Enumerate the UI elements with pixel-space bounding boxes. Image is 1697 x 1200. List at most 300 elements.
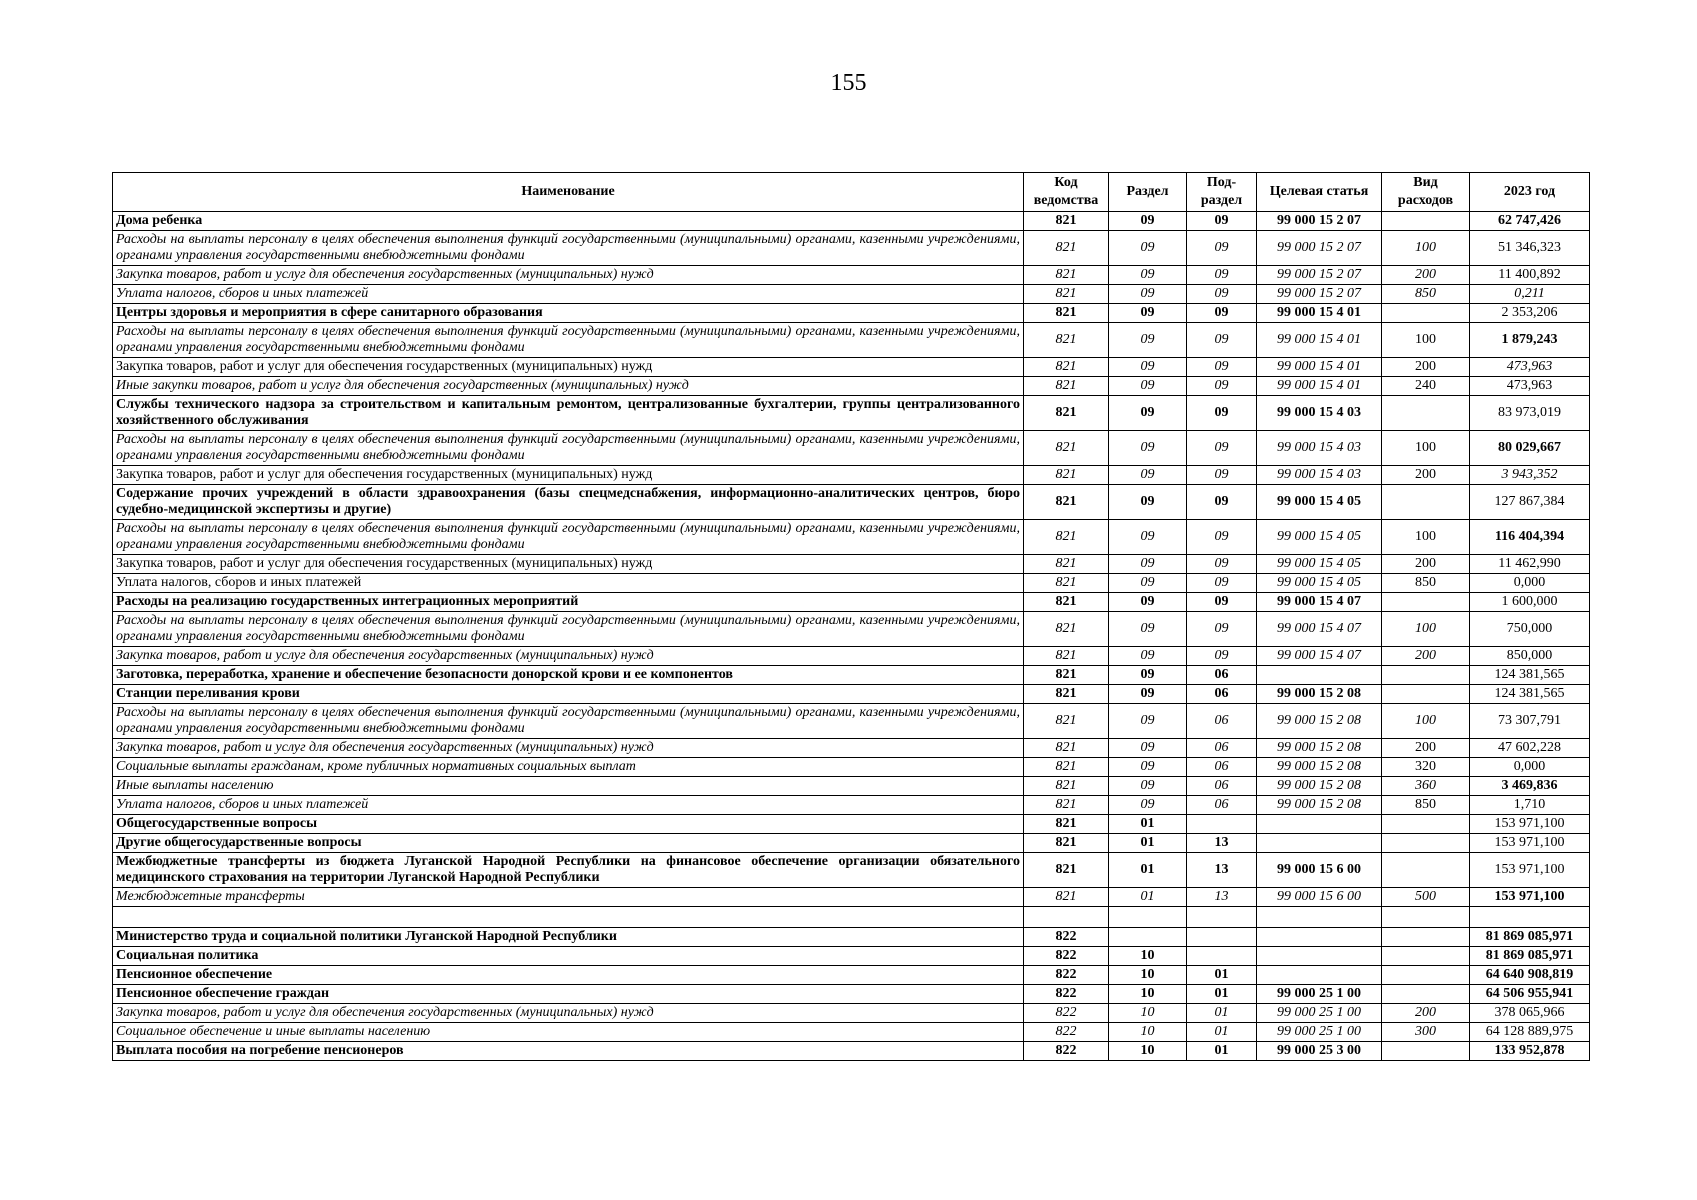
cell-amount: 11 400,892 [1470,266,1590,285]
cell-subsection: 06 [1187,796,1257,815]
header-type: Вид расходов [1382,173,1470,212]
cell-name: Уплата налогов, сборов и иных платежей [113,796,1024,815]
cell-amount: 64 640 908,819 [1470,966,1590,985]
cell-subsection: 06 [1187,777,1257,796]
cell-section: 09 [1109,796,1187,815]
cell-type [1382,907,1470,928]
cell-section [1109,928,1187,947]
cell-amount: 850,000 [1470,647,1590,666]
cell-section: 09 [1109,739,1187,758]
cell-type: 300 [1382,1023,1470,1042]
cell-code: 822 [1024,1004,1109,1023]
table-row [113,1004,1590,1023]
table-row [113,266,1590,285]
cell-code: 821 [1024,466,1109,485]
cell-section: 09 [1109,431,1187,466]
cell-amount: 64 128 889,975 [1470,1023,1590,1042]
cell-name: Уплата налогов, сборов и иных платежей [113,574,1024,593]
cell-target: 99 000 15 2 08 [1257,796,1382,815]
cell-type [1382,1042,1470,1061]
table-row [113,907,1590,928]
cell-section: 09 [1109,358,1187,377]
cell-name: Центры здоровья и мероприятия в сфере санитарного образования [113,304,1024,323]
cell-type: 200 [1382,555,1470,574]
cell-amount: 153 971,100 [1470,815,1590,834]
cell-name: Расходы на выплаты персоналу в целях обеспечения выполнения функций государственными (муниципальными) органами, казенными учреждениями, органами управления государственными внебюджетными фондами [113,520,1024,555]
cell-type [1382,985,1470,1004]
cell-subsection: 13 [1187,888,1257,907]
cell-amount: 116 404,394 [1470,520,1590,555]
cell-amount: 153 971,100 [1470,853,1590,888]
cell-amount: 127 867,384 [1470,485,1590,520]
cell-section: 09 [1109,212,1187,231]
cell-subsection: 09 [1187,304,1257,323]
cell-section: 01 [1109,888,1187,907]
cell-subsection: 01 [1187,985,1257,1004]
cell-code: 821 [1024,739,1109,758]
cell-name: Расходы на выплаты персоналу в целях обеспечения выполнения функций государственными (муниципальными) органами, казенными учреждениями, органами управления государственными внебюджетными фондами [113,323,1024,358]
cell-amount: 81 869 085,971 [1470,928,1590,947]
cell-subsection [1187,947,1257,966]
cell-code: 821 [1024,815,1109,834]
cell-section: 01 [1109,853,1187,888]
cell-target: 99 000 15 4 01 [1257,304,1382,323]
header-year: 2023 год [1470,173,1590,212]
cell-type: 200 [1382,358,1470,377]
cell-section: 09 [1109,555,1187,574]
cell-subsection: 09 [1187,555,1257,574]
table-row [113,647,1590,666]
cell-target [1257,834,1382,853]
cell-code: 821 [1024,777,1109,796]
cell-subsection: 09 [1187,520,1257,555]
cell-name: Другие общегосударственные вопросы [113,834,1024,853]
cell-code: 821 [1024,520,1109,555]
cell-target: 99 000 15 4 01 [1257,377,1382,396]
cell-section: 01 [1109,815,1187,834]
cell-amount: 378 065,966 [1470,1004,1590,1023]
table-row [113,1042,1590,1061]
cell-type: 100 [1382,612,1470,647]
cell-section: 10 [1109,985,1187,1004]
table-row [113,466,1590,485]
cell-name: Закупка товаров, работ и услуг для обеспечения государственных (муниципальных) нужд [113,739,1024,758]
cell-name: Закупка товаров, работ и услуг для обеспечения государственных (муниципальных) нужд [113,1004,1024,1023]
cell-target: 99 000 15 2 07 [1257,212,1382,231]
cell-subsection: 01 [1187,1004,1257,1023]
cell-subsection: 06 [1187,758,1257,777]
table-row [113,1023,1590,1042]
cell-type: 100 [1382,704,1470,739]
cell-name: Иные выплаты населению [113,777,1024,796]
table-row [113,985,1590,1004]
cell-section: 10 [1109,947,1187,966]
cell-target: 99 000 15 4 03 [1257,466,1382,485]
table-row [113,593,1590,612]
cell-amount: 64 506 955,941 [1470,985,1590,1004]
cell-target: 99 000 15 4 01 [1257,323,1382,358]
header-section: Раздел [1109,173,1187,212]
cell-section: 09 [1109,612,1187,647]
table-row [113,304,1590,323]
cell-section: 09 [1109,231,1187,266]
cell-name: Выплата пособия на погребение пенсионеров [113,1042,1024,1061]
cell-name: Межбюджетные трансферты из бюджета Луганской Народной Республики на финансовое обеспечение организации обязательного медицинского страхования на территории Луганской Народной Республики [113,853,1024,888]
cell-type: 360 [1382,777,1470,796]
cell-type: 320 [1382,758,1470,777]
cell-subsection: 06 [1187,739,1257,758]
table-row [113,853,1590,888]
cell-name: Закупка товаров, работ и услуг для обеспечения государственных (муниципальных) нужд [113,555,1024,574]
cell-type [1382,928,1470,947]
cell-target: 99 000 15 2 08 [1257,758,1382,777]
cell-type: 200 [1382,1004,1470,1023]
cell-subsection: 09 [1187,593,1257,612]
cell-name: Пенсионное обеспечение [113,966,1024,985]
cell-type: 200 [1382,647,1470,666]
cell-name: Социальная политика [113,947,1024,966]
cell-subsection: 09 [1187,574,1257,593]
cell-subsection [1187,815,1257,834]
cell-target [1257,947,1382,966]
page-number: 155 [830,70,867,96]
table-row [113,888,1590,907]
cell-amount: 1 600,000 [1470,593,1590,612]
cell-amount: 0,000 [1470,758,1590,777]
cell-type [1382,304,1470,323]
cell-section: 10 [1109,1042,1187,1061]
cell-subsection: 13 [1187,834,1257,853]
cell-target: 99 000 15 2 08 [1257,739,1382,758]
cell-code: 821 [1024,396,1109,431]
cell-code: 822 [1024,1042,1109,1061]
cell-amount: 2 353,206 [1470,304,1590,323]
cell-target [1257,666,1382,685]
cell-target: 99 000 15 6 00 [1257,853,1382,888]
cell-subsection: 09 [1187,612,1257,647]
cell-section: 09 [1109,323,1187,358]
cell-subsection: 01 [1187,966,1257,985]
cell-target: 99 000 15 2 08 [1257,777,1382,796]
table-row [113,777,1590,796]
cell-type: 850 [1382,574,1470,593]
cell-code: 821 [1024,555,1109,574]
cell-target [1257,815,1382,834]
cell-subsection: 09 [1187,266,1257,285]
cell-section: 09 [1109,777,1187,796]
cell-section: 10 [1109,1004,1187,1023]
table-row [113,431,1590,466]
cell-type [1382,685,1470,704]
cell-target: 99 000 15 2 07 [1257,266,1382,285]
cell-subsection: 09 [1187,485,1257,520]
cell-code [1024,907,1109,928]
cell-type [1382,834,1470,853]
cell-code: 821 [1024,593,1109,612]
cell-target: 99 000 15 4 07 [1257,647,1382,666]
cell-section: 09 [1109,396,1187,431]
cell-amount: 0,211 [1470,285,1590,304]
cell-target: 99 000 15 4 05 [1257,574,1382,593]
cell-name: Социальные выплаты гражданам, кроме публичных нормативных социальных выплат [113,758,1024,777]
table-row [113,212,1590,231]
cell-name: Расходы на реализацию государственных интеграционных мероприятий [113,593,1024,612]
cell-name: Расходы на выплаты персоналу в целях обеспечения выполнения функций государственными (муниципальными) органами, казенными учреждениями, органами управления государственными внебюджетными фондами [113,704,1024,739]
cell-type [1382,947,1470,966]
cell-amount: 133 952,878 [1470,1042,1590,1061]
cell-code: 821 [1024,485,1109,520]
cell-subsection: 06 [1187,704,1257,739]
cell-name: Заготовка, переработка, хранение и обеспечение безопасности донорской крови и ее компонентов [113,666,1024,685]
cell-code: 821 [1024,834,1109,853]
table-row [113,520,1590,555]
cell-code: 822 [1024,966,1109,985]
cell-amount: 153 971,100 [1470,888,1590,907]
header-name: Наименование [113,173,1024,212]
cell-target [1257,966,1382,985]
table-row [113,947,1590,966]
cell-subsection: 09 [1187,358,1257,377]
cell-name: Расходы на выплаты персоналу в целях обеспечения выполнения функций государственными (муниципальными) органами, казенными учреждениями, органами управления государственными внебюджетными фондами [113,231,1024,266]
cell-target [1257,907,1382,928]
cell-type [1382,815,1470,834]
cell-amount: 3 469,836 [1470,777,1590,796]
cell-section: 09 [1109,758,1187,777]
table-row [113,928,1590,947]
cell-amount: 1 879,243 [1470,323,1590,358]
cell-amount: 80 029,667 [1470,431,1590,466]
cell-target: 99 000 25 1 00 [1257,1004,1382,1023]
table-row [113,758,1590,777]
table-row [113,966,1590,985]
cell-name: Уплата налогов, сборов и иных платежей [113,285,1024,304]
cell-type: 100 [1382,231,1470,266]
cell-name: Содержание прочих учреждений в области здравоохранения (базы спецмедснабжения, информационно-аналитических центров, бюро судебно-медицинской экспертизы и другие) [113,485,1024,520]
cell-type: 100 [1382,520,1470,555]
cell-code: 821 [1024,431,1109,466]
table-row [113,704,1590,739]
cell-code: 821 [1024,358,1109,377]
cell-amount: 124 381,565 [1470,685,1590,704]
cell-name: Расходы на выплаты персоналу в целях обеспечения выполнения функций государственными (муниципальными) органами, казенными учреждениями, органами управления государственными внебюджетными фондами [113,431,1024,466]
cell-section: 09 [1109,574,1187,593]
cell-name: Дома ребенка [113,212,1024,231]
cell-section: 10 [1109,1023,1187,1042]
cell-amount: 124 381,565 [1470,666,1590,685]
cell-code: 821 [1024,285,1109,304]
cell-section [1109,907,1187,928]
cell-name: Межбюджетные трансферты [113,888,1024,907]
table-row [113,323,1590,358]
cell-name: Расходы на выплаты персоналу в целях обеспечения выполнения функций государственными (муниципальными) органами, казенными учреждениями, органами управления государственными внебюджетными фондами [113,612,1024,647]
cell-target: 99 000 25 1 00 [1257,1023,1382,1042]
cell-amount: 3 943,352 [1470,466,1590,485]
header-code: Код ведомства [1024,173,1109,212]
cell-amount [1470,907,1590,928]
cell-type: 100 [1382,323,1470,358]
cell-code: 821 [1024,796,1109,815]
table-row [113,396,1590,431]
table-row [113,685,1590,704]
cell-subsection: 01 [1187,1023,1257,1042]
table-row [113,377,1590,396]
cell-amount: 750,000 [1470,612,1590,647]
cell-type: 200 [1382,266,1470,285]
cell-amount: 0,000 [1470,574,1590,593]
cell-amount: 62 747,426 [1470,212,1590,231]
cell-type: 200 [1382,739,1470,758]
cell-type [1382,966,1470,985]
cell-code: 821 [1024,323,1109,358]
cell-target: 99 000 15 2 08 [1257,685,1382,704]
table-header-row [113,173,1590,212]
cell-code: 821 [1024,377,1109,396]
cell-code: 821 [1024,647,1109,666]
cell-target: 99 000 15 6 00 [1257,888,1382,907]
cell-section: 09 [1109,285,1187,304]
cell-type: 100 [1382,431,1470,466]
table-row [113,555,1590,574]
cell-type [1382,396,1470,431]
cell-subsection: 09 [1187,212,1257,231]
cell-name: Министерство труда и социальной политики Луганской Народной Республики [113,928,1024,947]
cell-section: 10 [1109,966,1187,985]
cell-target: 99 000 15 2 08 [1257,704,1382,739]
table-row [113,574,1590,593]
cell-code: 821 [1024,685,1109,704]
cell-code: 822 [1024,1023,1109,1042]
cell-section: 09 [1109,304,1187,323]
cell-name [113,907,1024,928]
budget-table [112,172,1590,1061]
cell-code: 821 [1024,612,1109,647]
table-row [113,358,1590,377]
cell-target: 99 000 15 4 05 [1257,555,1382,574]
cell-target: 99 000 15 4 03 [1257,396,1382,431]
cell-code: 821 [1024,212,1109,231]
cell-amount: 81 869 085,971 [1470,947,1590,966]
header-subsection: Под-раздел [1187,173,1257,212]
cell-section: 01 [1109,834,1187,853]
cell-code: 821 [1024,888,1109,907]
cell-code: 822 [1024,928,1109,947]
cell-code: 821 [1024,574,1109,593]
cell-code: 821 [1024,704,1109,739]
cell-name: Пенсионное обеспечение граждан [113,985,1024,1004]
cell-type: 850 [1382,796,1470,815]
cell-type: 200 [1382,466,1470,485]
cell-subsection: 09 [1187,323,1257,358]
cell-target: 99 000 15 2 07 [1257,231,1382,266]
cell-subsection: 09 [1187,431,1257,466]
cell-name: Закупка товаров, работ и услуг для обеспечения государственных (муниципальных) нужд [113,647,1024,666]
table-row [113,815,1590,834]
cell-target: 99 000 25 1 00 [1257,985,1382,1004]
cell-type [1382,212,1470,231]
cell-section: 09 [1109,377,1187,396]
table-row [113,485,1590,520]
cell-code: 821 [1024,758,1109,777]
cell-section: 09 [1109,593,1187,612]
cell-type: 240 [1382,377,1470,396]
table-row [113,285,1590,304]
cell-section: 09 [1109,647,1187,666]
cell-subsection [1187,928,1257,947]
cell-amount: 11 462,990 [1470,555,1590,574]
cell-name: Закупка товаров, работ и услуг для обеспечения государственных (муниципальных) нужд [113,358,1024,377]
cell-amount: 473,963 [1470,377,1590,396]
cell-name: Социальное обеспечение и иные выплаты населению [113,1023,1024,1042]
cell-target: 99 000 15 4 07 [1257,593,1382,612]
cell-name: Общегосударственные вопросы [113,815,1024,834]
cell-target: 99 000 15 4 01 [1257,358,1382,377]
table-body [113,212,1590,1061]
table-row [113,231,1590,266]
cell-amount: 153 971,100 [1470,834,1590,853]
cell-code: 822 [1024,985,1109,1004]
cell-target: 99 000 15 4 03 [1257,431,1382,466]
cell-name: Закупка товаров, работ и услуг для обеспечения государственных (муниципальных) нужд [113,266,1024,285]
cell-section: 09 [1109,266,1187,285]
cell-section: 09 [1109,666,1187,685]
cell-amount: 47 602,228 [1470,739,1590,758]
cell-subsection: 09 [1187,285,1257,304]
table-row [113,796,1590,815]
cell-type [1382,485,1470,520]
cell-subsection: 09 [1187,396,1257,431]
cell-target: 99 000 15 4 05 [1257,520,1382,555]
cell-code: 821 [1024,666,1109,685]
cell-target: 99 000 15 4 05 [1257,485,1382,520]
cell-subsection: 13 [1187,853,1257,888]
cell-name: Закупка товаров, работ и услуг для обеспечения государственных (муниципальных) нужд [113,466,1024,485]
cell-subsection: 01 [1187,1042,1257,1061]
cell-section: 09 [1109,485,1187,520]
cell-name: Иные закупки товаров, работ и услуг для обеспечения государственных (муниципальных) нужд [113,377,1024,396]
cell-amount: 73 307,791 [1470,704,1590,739]
cell-section: 09 [1109,466,1187,485]
cell-amount: 1,710 [1470,796,1590,815]
cell-subsection: 06 [1187,685,1257,704]
cell-code: 822 [1024,947,1109,966]
cell-type [1382,666,1470,685]
table-row [113,834,1590,853]
cell-amount: 473,963 [1470,358,1590,377]
cell-type [1382,593,1470,612]
cell-target [1257,928,1382,947]
cell-subsection [1187,907,1257,928]
cell-subsection: 09 [1187,647,1257,666]
cell-type: 850 [1382,285,1470,304]
cell-subsection: 09 [1187,377,1257,396]
cell-code: 821 [1024,266,1109,285]
cell-type [1382,853,1470,888]
table-row [113,612,1590,647]
cell-amount: 83 973,019 [1470,396,1590,431]
cell-subsection: 09 [1187,466,1257,485]
table-row [113,666,1590,685]
cell-code: 821 [1024,231,1109,266]
cell-name: Службы технического надзора за строительством и капитальным ремонтом, централизованные бухгалтерии, группы централизованного хозяйственного обслуживания [113,396,1024,431]
table-row [113,739,1590,758]
cell-amount: 51 346,323 [1470,231,1590,266]
cell-target: 99 000 15 2 07 [1257,285,1382,304]
cell-code: 821 [1024,304,1109,323]
cell-code: 821 [1024,853,1109,888]
header-target: Целевая статья [1257,173,1382,212]
cell-type: 500 [1382,888,1470,907]
cell-section: 09 [1109,704,1187,739]
